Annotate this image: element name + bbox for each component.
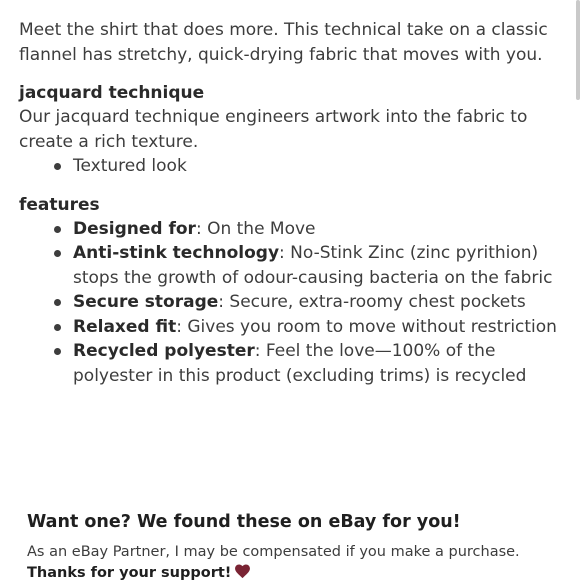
jacquard-heading: jacquard technique (19, 83, 205, 103)
list-item (73, 241, 559, 290)
list-item (73, 217, 559, 242)
partner-text: As an eBay Partner, I may be compensated if you make a purchase. (27, 544, 520, 560)
feature-value: : No-Stink Zinc (zinc pyrithion) stops the growth of odour-causing bacteria on the fabric (73, 243, 553, 288)
feature-value: : Feel the love—100% of the polyester in this product (excluding trims) is recycled (73, 341, 527, 386)
feature-value: : Gives you room to move without restriction (176, 316, 557, 337)
feature-value: : On the Move (195, 218, 316, 239)
bullet-icon (54, 299, 61, 306)
scrollbar[interactable] (576, 0, 580, 100)
bullet-icon (54, 348, 61, 355)
feature-value: : Secure, extra-roomy chest pockets (218, 292, 526, 312)
jacquard-text: Our jacquard technique engineers artwork into the fabric to create a rich texture. (19, 107, 528, 152)
feature-label: Anti-stink technology (73, 243, 280, 263)
list-item-text: Textured look (73, 156, 187, 176)
heart-icon (234, 563, 251, 580)
bullet-icon (54, 226, 61, 233)
bullet-icon (54, 324, 61, 331)
list-item (73, 315, 559, 340)
product-description (19, 18, 559, 388)
partner-title: Want one? We found these on eBay for you! (27, 512, 461, 532)
feature-label: Designed for (73, 218, 196, 239)
partner-thanks: Thanks for your support! (27, 565, 232, 580)
feature-label: Recycled polyester (73, 341, 255, 361)
bullet-icon (54, 250, 61, 257)
feature-label: Secure storage (73, 292, 219, 312)
list-item (73, 290, 559, 315)
list-item (73, 339, 559, 388)
intro-text: Meet the shirt that does more. This technical take on a classic flannel has stretchy, quick-drying fabric that moves with you. (19, 20, 548, 65)
features-list (19, 217, 559, 389)
features-heading: features (19, 194, 100, 215)
feature-label: Relaxed fit (73, 316, 177, 337)
ebay-partner-section (27, 510, 557, 580)
bullet-icon (54, 163, 61, 170)
list-item (73, 154, 559, 179)
partner-disclaimer (27, 542, 557, 580)
jacquard-list (19, 154, 559, 179)
